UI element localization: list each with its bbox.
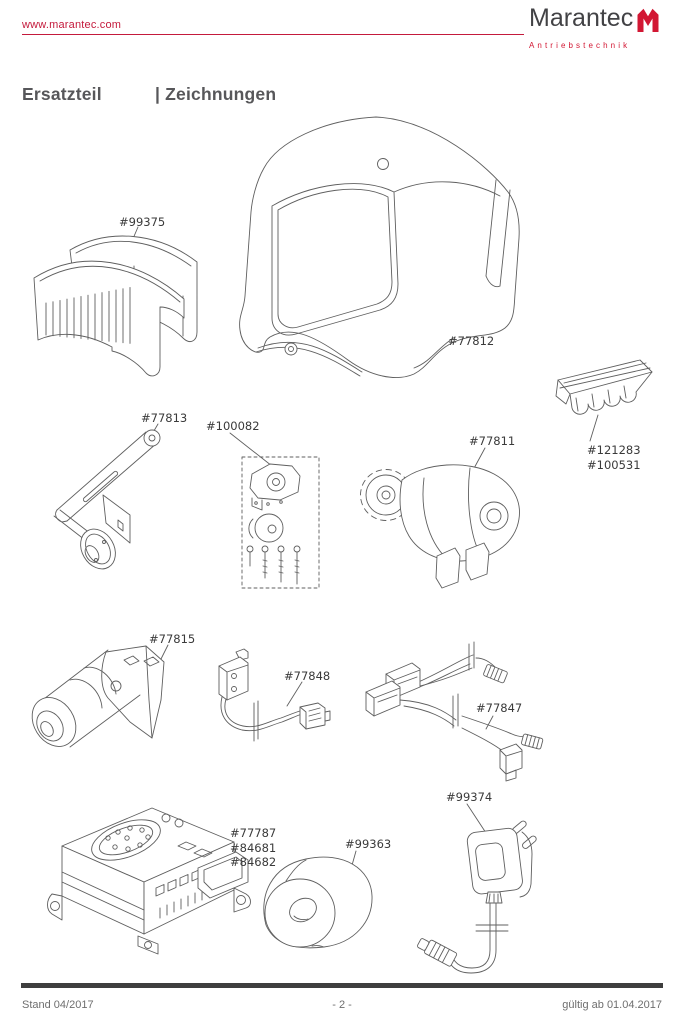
part-label-line: #77787 <box>230 826 277 840</box>
part-label-100082: #100082 <box>206 419 260 433</box>
drawing-77815 <box>23 646 164 755</box>
part-label-77815: #77815 <box>149 632 196 646</box>
drawing-77787 <box>48 808 251 954</box>
part-label-77812: #77812 <box>448 334 495 348</box>
part-label-line: #84682 <box>230 855 277 870</box>
drawing-121283 <box>556 360 652 414</box>
brand-name: Marantec <box>529 4 634 32</box>
footer-revision: Stand 04/2017 <box>22 999 94 1011</box>
part-label-line: #100531 <box>587 457 641 472</box>
part-label-77813: #77813 <box>141 411 188 425</box>
part-label-77848: #77848 <box>284 669 331 683</box>
part-label-77787-84681-84682 <box>230 826 276 870</box>
part-label-99363: #99363 <box>345 837 392 851</box>
drawing-99363 <box>264 857 372 948</box>
part-label-77811: #77811 <box>469 434 516 448</box>
drawing-77848 <box>219 649 330 741</box>
marantec-url-link[interactable]: www.marantec.com <box>22 19 122 31</box>
brand-subtitle: Antriebstechnik <box>529 41 631 50</box>
part-label-99374: #99374 <box>446 790 493 804</box>
part-label-99375: #99375 <box>119 215 166 229</box>
part-label-77847: #77847 <box>476 701 523 715</box>
part-label-line: #121283 <box>587 443 641 457</box>
footer-valid-from: gültig ab 01.04.2017 <box>562 999 662 1011</box>
drawing-99374 <box>416 820 538 973</box>
page-title-left: Ersatzteil <box>22 84 102 104</box>
drawing-77811 <box>361 465 520 588</box>
part-label-121283-100531 <box>587 443 641 472</box>
drawing-77813 <box>54 430 160 575</box>
drawing-99375 <box>34 236 197 376</box>
drawing-100082 <box>242 457 319 588</box>
footer-page-number: - 2 - <box>332 999 352 1011</box>
page-title-right: | Zeichnungen <box>155 84 277 104</box>
footer-divider-bar <box>21 983 663 988</box>
part-label-line: #84681 <box>230 840 277 855</box>
